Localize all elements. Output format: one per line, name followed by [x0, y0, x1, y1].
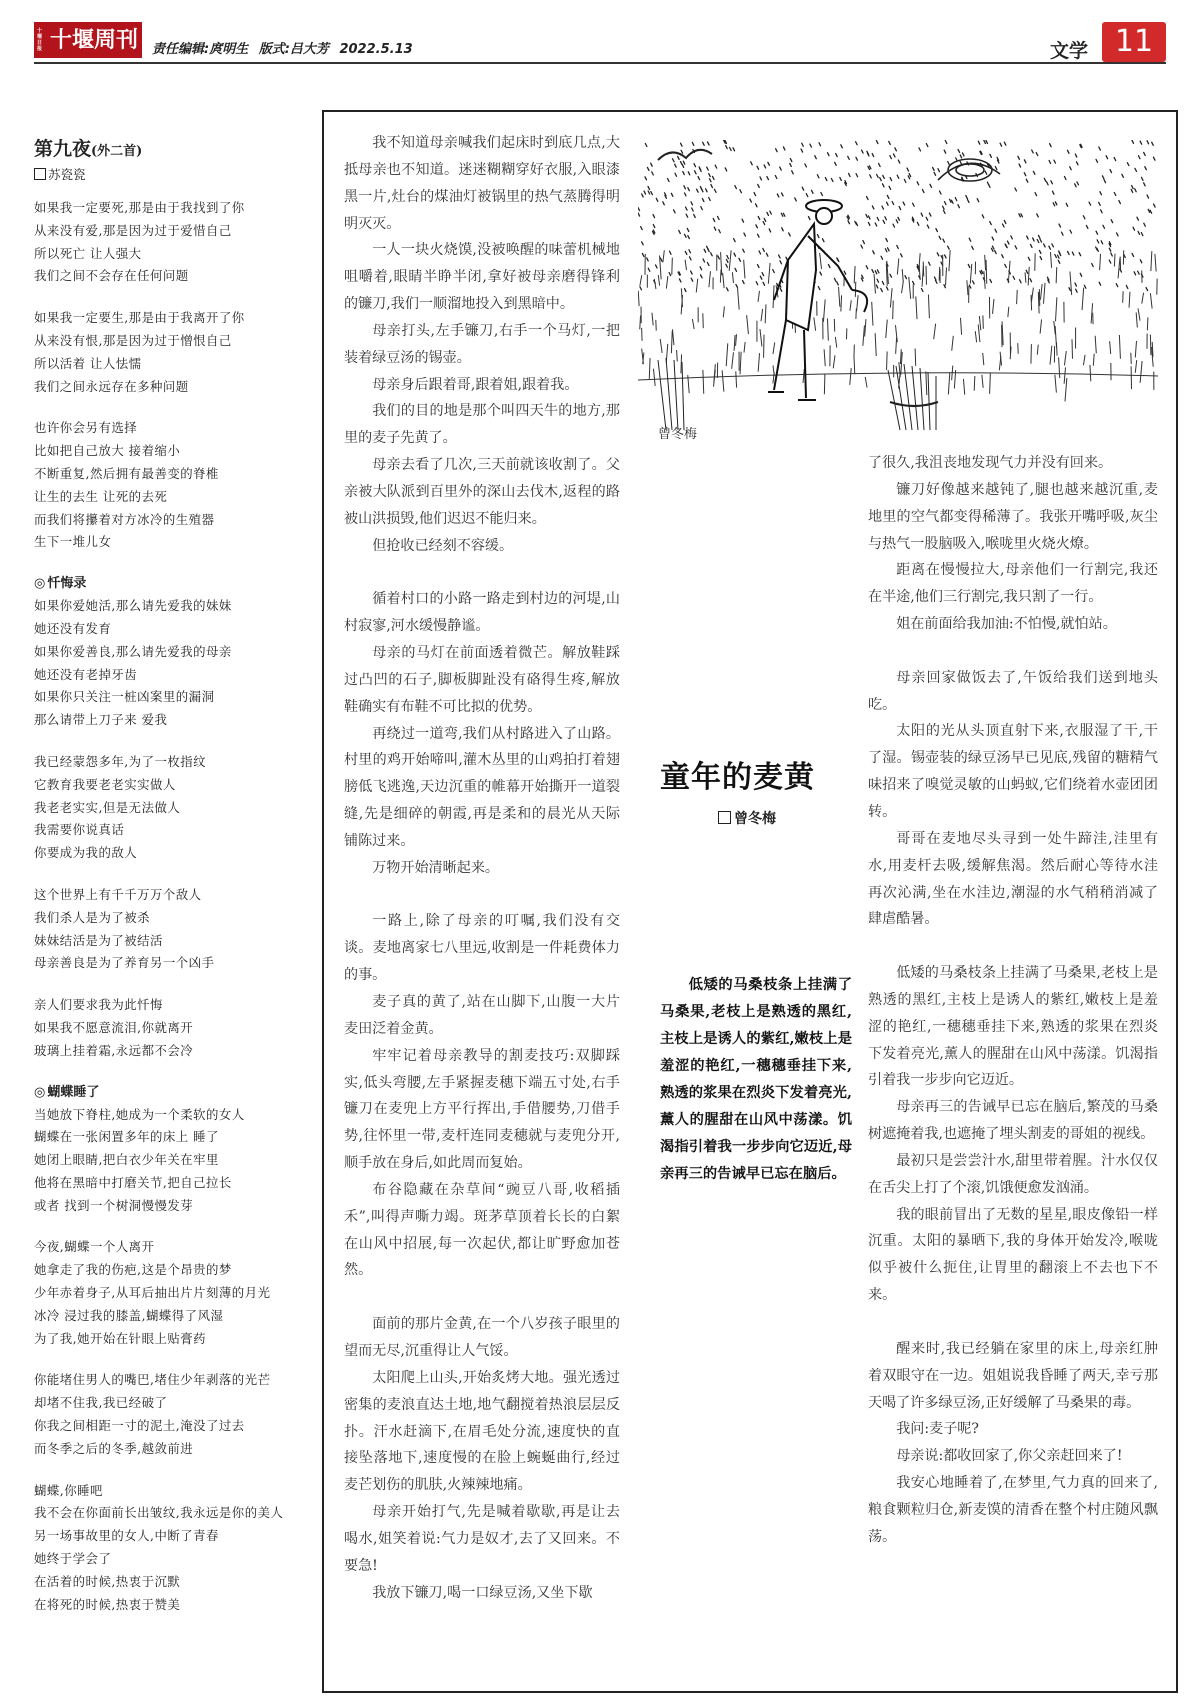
poem-line: 你我之间相距一寸的泥土,淹没了过去 — [34, 1418, 245, 1434]
poem-section-title-text: 忏悔录 — [47, 576, 87, 592]
poem-line: 母亲善良是为了养育另一个凶手 — [34, 955, 215, 971]
poem-line: 她还没有老掉牙齿 — [34, 666, 138, 682]
poem-line: 它教育我要老老实实做人 — [34, 776, 176, 792]
circle-bullet-icon: ◎ — [34, 576, 46, 592]
masthead-title: 十堰周刊 — [50, 27, 139, 53]
article-paragraph: 但抢收已经刻不容缓。 — [372, 537, 514, 554]
poem-line: 这个世界上有千千万万个敌人 — [34, 886, 202, 902]
poem-line: 或者 找到一个树洞慢慢发芽 — [34, 1197, 194, 1213]
poem-line: 我老老实实,但是无法做人 — [34, 799, 181, 815]
poem-line: 玻璃上挂着霜,永远都不会冷 — [34, 1042, 194, 1058]
poem-line: 生下一堆儿女 — [34, 534, 112, 550]
poem-line: 比如把自己放大 接着缩小 — [34, 443, 181, 459]
poem-stanza — [34, 1236, 316, 1350]
article-paragraph: 麦子真的黄了,站在山脚下,山腹一大片麦田泛着金黄。 — [344, 994, 620, 1037]
poem-line: 我们之间不会存在任何问题 — [34, 268, 189, 284]
editor-credit: 责任编辑:庹明生 — [152, 42, 249, 57]
article-paragraph: 布谷隐藏在杂草间“豌豆八哥,收稻插禾”,叫得声嘶力竭。斑茅草顶着长长的白絮在山风中招展,每一次起伏,都让旷野愈加苍然。 — [344, 1181, 620, 1279]
poem-section-title — [34, 573, 316, 595]
poem-line: 却堵不住我,我已经破了 — [34, 1395, 168, 1411]
article-paragraph: 距离在慢慢拉大,母亲他们一行割完,我还在半途,他们三行割完,我只割了一行。 — [868, 562, 1158, 606]
poem-section-title-text: 蝴蝶睡了 — [47, 1084, 100, 1100]
poem-stanza — [34, 595, 316, 732]
article-paragraph: 一路上,除了母亲的叮嘱,我们没有交谈。麦地离家七八里远,收割是一件耗费体力的事。 — [344, 913, 620, 984]
article-byline — [718, 808, 776, 828]
article-paragraph: 太阳爬上山头,开始炙烤大地。强光透过密集的麦浪直达土地,地气翻搅着热浪层层反扑。汗水赶滴下,在眉毛处分流,速度快的直接坠落地下,速度慢的在脸上蜿蜒曲行,经过麦芒划伤的肌肤,火辣辣地痛。 — [344, 1369, 620, 1494]
article-box — [322, 110, 1178, 1693]
article-paragraph: 最初只是尝尝汁水,甜里带着腥。汁水仅仅在舌尖上打了个滚,饥饿便愈发汹涌。 — [868, 1152, 1158, 1196]
article-paragraph: 醒来时,我已经躺在家里的床上,母亲红肿着双眼守在一边。姐姐说我昏睡了两天,幸亏那天喝了许多绿豆汤,正好缓解了马桑果的毒。 — [868, 1340, 1158, 1411]
poem-line: 如果你爱善良,那么请先爱我的母亲 — [34, 643, 232, 659]
credits-line — [152, 38, 419, 57]
poem-line: 如果你爱她活,那么请先爱我的妹妹 — [34, 598, 232, 614]
page-header — [34, 22, 1166, 66]
poem-line: 她终于学会了 — [34, 1551, 112, 1567]
poem-line: 亲人们要求我为此忏悔 — [34, 997, 163, 1013]
poem-line: 也许你会另有选择 — [34, 420, 138, 436]
poem-byline — [34, 165, 316, 183]
article-paragraph: 母亲说:都收回家了,你父亲赶回来了! — [896, 1448, 1123, 1465]
masthead-mini-text: 十堰日报 — [37, 28, 43, 52]
byline-box-icon — [34, 168, 46, 180]
article-paragraph: 母亲再三的告诫早已忘在脑后,繁茂的马桑树遮掩着我,也遮掩了埋头割麦的哥姐的视线。 — [868, 1099, 1158, 1143]
sun-scribble-icon — [938, 159, 1000, 181]
wheat-harvest-illustration — [638, 140, 1158, 448]
article-paragraph: 我放下镰刀,喝一口绿豆汤,又坐下歇 — [372, 1584, 593, 1601]
poem-line: 今夜,蝴蝶一个人离开 — [34, 1239, 155, 1255]
article-paragraph: 了很久,我沮丧地发现气力并没有回来。 — [868, 455, 1113, 471]
article-paragraph: 姐在前面给我加油:不怕慢,就怕站。 — [896, 616, 1117, 633]
poem-body — [34, 197, 316, 1616]
article-title: 童年的麦黄 — [660, 760, 815, 795]
poem-line: 冰冷 浸过我的膝盖,蝴蝶得了风湿 — [34, 1307, 224, 1323]
poem-line: 他将在黑暗中打磨关节,把自己拉长 — [34, 1174, 232, 1190]
poem-line: 我需要你说真话 — [34, 822, 125, 838]
article-paragraph: 母亲身后跟着哥,跟着姐,跟着我。 — [372, 376, 579, 393]
article-paragraph: 面前的那片金黄,在一个八岁孩子眼里的望而无尽,沉重得让人气馁。 — [344, 1316, 620, 1359]
wheat-sheaf — [658, 358, 938, 430]
poem-line: 为了我,她开始在针眼上贴膏药 — [34, 1330, 207, 1346]
poem-line: 所以死亡 让人强大 — [34, 245, 142, 261]
poem-stanza — [34, 751, 316, 865]
bird-icon — [658, 150, 712, 160]
poem-stanza — [34, 307, 316, 398]
article-paragraph: 太阳的光从头顶直射下来,衣服湿了干,干了湿。锡壶装的绿豆汤早已见底,残留的糖精气味招来了嗅觉灵敏的山蚂蚁,它们绕着水壶团团转。 — [868, 723, 1158, 820]
article-paragraph: 母亲的马灯在前面透着微芒。解放鞋踩过凸凹的石子,脚板脚趾没有硌得生疼,解放鞋确实有布鞋不可比拟的优势。 — [344, 645, 620, 715]
poem-line: 在活着的时候,热衷于沉默 — [34, 1573, 181, 1589]
poem-line: 她还没有发育 — [34, 620, 112, 636]
article-paragraph: 一人一块火烧馍,没被唤醒的味蕾机械地咀嚼着,眼睛半睁半闭,拿好被母亲磨得锋利的镰刀,我们一顺溜地投入到黑暗中。 — [344, 242, 620, 313]
poem-line: 在将死的时候,热衷于赞美 — [34, 1596, 181, 1612]
article-paragraph: 牢牢记着母亲教导的割麦技巧:双脚踩实,低头弯腰,左手紧握麦穗下端五寸处,右手镰刀在麦兜上方平行挥出,手借腰势,刀借手势,往怀里一带,麦杆连同麦穗就与麦兜分开,顺手放在身后,如此周而复始。 — [344, 1047, 620, 1172]
article-paragraph: 我们的目的地是那个叫四天牛的地方,那里的麦子先黄了。 — [344, 403, 620, 447]
poem-line: 蝴蝶在一张闲置多年的床上 睡了 — [34, 1129, 219, 1145]
article-paragraph: 我不知道母亲喊我们起床时到底几点,大抵母亲也不知道。迷迷糊糊穿好衣服,入眼漆黑一片,灶台的煤油灯被锅里的热气蒸腾得明明灭灭。 — [344, 135, 620, 232]
article-column-right — [868, 450, 1158, 1551]
article-paragraph: 我的眼前冒出了无数的星星,眼皮像铅一样沉重。太阳的暴晒下,我的身体开始发冷,喉咙似乎被什么扼住,让胃里的翻滚上不去也下不来。 — [868, 1206, 1158, 1304]
header-rule — [34, 62, 1166, 64]
pull-quote-text: 低矮的马桑枝条上挂满了马桑果,老枝上是熟透的黑红,主枝上是诱人的紫红,嫩枝上是羞涩的艳红,一穗穗垂挂下来,熟透的浆果在烈炎下发着亮光,薰人的腥甜在山风中荡漾。饥渴指引着我一步步向它迈近,母亲再三的告诫早已忘在脑后。 — [660, 977, 852, 1182]
poem-line: 让生的去生 让死的去死 — [34, 488, 168, 504]
poem-title-suffix: (外二首) — [91, 144, 143, 159]
issue-date: 2022.5.13 — [339, 42, 413, 57]
poem-line: 少年赤着身子,从耳后抽出片片刻薄的月光 — [34, 1285, 271, 1301]
poem-title — [34, 134, 316, 161]
poem-line: 当她放下脊柱,她成为一个柔软的女人 — [34, 1106, 245, 1122]
article-paragraph: 母亲打头,左手镰刀,右手一个马灯,一把装着绿豆汤的锡壶。 — [344, 322, 620, 366]
poem-line: 我不会在你面前长出皱纹,我永远是你的美人 — [34, 1505, 284, 1521]
byline-box-icon — [718, 811, 731, 824]
article-paragraph: 循着村口的小路一路走到村边的河堤,山村寂寥,河水缓慢静谧。 — [344, 591, 620, 635]
poem-line: 另一场事故里的女人,中断了青春 — [34, 1528, 219, 1544]
poem-line: 而冬季之后的冬季,越敛前进 — [34, 1440, 194, 1456]
poem-line: 从来没有爱,那是因为过于爱惜自己 — [34, 222, 232, 238]
article-paragraph: 再绕过一道弯,我们从村路进入了山路。村里的鸡开始啼叫,灌木丛里的山鸡拍打着翅膀低飞逃逸,天边沉重的帷幕开始撕开一道裂缝,先是细碎的朝霞,再是柔和的晨光从天际铺陈过来。 — [344, 725, 620, 849]
poem-line: 如果我不愿意流泪,你就离开 — [34, 1019, 194, 1035]
poem-stanza — [34, 197, 316, 288]
poem-title-text: 第九夜 — [34, 138, 92, 160]
poem-line: 而我们将攥着对方冰冷的生殖器 — [34, 511, 215, 527]
poem-stanza — [34, 884, 316, 975]
poem-line: 我们之间永远存在多种问题 — [34, 378, 189, 394]
layout-credit: 版式:吕大芳 — [258, 42, 329, 57]
poem-section-title — [34, 1082, 316, 1104]
pull-quote — [660, 972, 852, 1188]
poem-line: 她闭上眼睛,把白衣少年关在牢里 — [34, 1152, 219, 1168]
poem-line: 如果我一定要死,那是由于我找到了你 — [34, 200, 245, 215]
article-paragraph: 镰刀好像越来越钝了,腿也越来越沉重,麦地里的空气都变得稀薄了。我张开嘴呼吸,灰尘与热气一股脑吸入,喉咙里火烧火燎。 — [868, 481, 1158, 552]
poem-author: 苏瓷瓷 — [48, 167, 86, 182]
article-paragraph: 我安心地睡着了,在梦里,气力真的回来了,粮食颗粒归仓,新麦馍的清香在整个村庄随风飘荡。 — [868, 1475, 1158, 1545]
sky-dots — [638, 140, 1155, 293]
poem-line: 所以活着 让人怯懦 — [34, 355, 142, 371]
poem-line: 从来没有恨,那是因为过于憎恨自己 — [34, 332, 232, 348]
article-paragraph: 母亲开始打气,先是喊着歇歇,再是让去喝水,姐笑着说:气力是奴才,去了又回来。不要急! — [344, 1504, 620, 1574]
poem-stanza — [34, 417, 316, 554]
illustration-signature: 曾冬梅 — [658, 427, 698, 442]
poem-line: 如果你只关注一桩凶案里的漏洞 — [34, 689, 215, 705]
article-paragraph: 母亲回家做饭去了,午饭给我们送到地头吃。 — [868, 669, 1158, 713]
masthead-logo — [34, 22, 142, 58]
section-label: 文学 — [1049, 40, 1088, 62]
article-column-left — [344, 130, 620, 1606]
poem-line: 如果我一定要生,那是由于我离开了你 — [34, 310, 245, 326]
article-paragraph: 我问:麦子呢? — [896, 1421, 979, 1438]
article-paragraph: 母亲去看了几次,三天前就该收割了。父亲被大队派到百里外的深山去伐木,返程的路被山洪损毁,他们迟迟不能归来。 — [344, 457, 620, 527]
poem-line: 她拿走了我的伤疤,这是个昂贵的梦 — [34, 1262, 232, 1278]
circle-bullet-icon: ◎ — [34, 1084, 46, 1100]
poem-line: 我已经蒙怨多年,为了一枚指纹 — [34, 753, 207, 769]
poem-line: 妹妹结活是为了被结活 — [34, 932, 163, 948]
poem-stanza — [34, 1104, 316, 1218]
article-paragraph: 万物开始清晰起来。 — [372, 859, 500, 876]
page-number-badge: 11 — [1102, 22, 1166, 62]
poem-line: 我们杀人是为了被杀 — [34, 909, 151, 925]
poem-column — [34, 134, 316, 1635]
poem-line: 你要成为我的敌人 — [34, 845, 138, 861]
poem-stanza — [34, 1369, 316, 1460]
article-author: 曾冬梅 — [734, 811, 776, 827]
poem-line: 你能堵住男人的嘴巴,堵住少年剥落的光芒 — [34, 1372, 271, 1388]
poem-stanza — [34, 1480, 316, 1617]
poem-line: 蝴蝶,你睡吧 — [34, 1482, 103, 1498]
article-paragraph: 低矮的马桑枝条上挂满了马桑果,老枝上是熟透的黑红,主枝上是诱人的紫红,嫩枝上是羞涩的艳红,一穗穗垂挂下来,熟透的浆果在烈炎下发着亮光,薰人的腥甜在山风中荡漾。饥渴指引着我一步步向它迈近。 — [868, 965, 1158, 1089]
poem-line: 那么请带上刀子来 爱我 — [34, 712, 168, 728]
poem-line: 不断重复,然后拥有最善变的脊椎 — [34, 465, 219, 481]
poem-stanza — [34, 994, 316, 1062]
article-paragraph: 哥哥在麦地尽头寻到一处牛蹄洼,洼里有水,用麦杆去吸,缓解焦渴。然后耐心等待水洼再次沁满,坐在水洼边,潮湿的水气稍稍消减了肆虐酷暑。 — [868, 830, 1158, 928]
